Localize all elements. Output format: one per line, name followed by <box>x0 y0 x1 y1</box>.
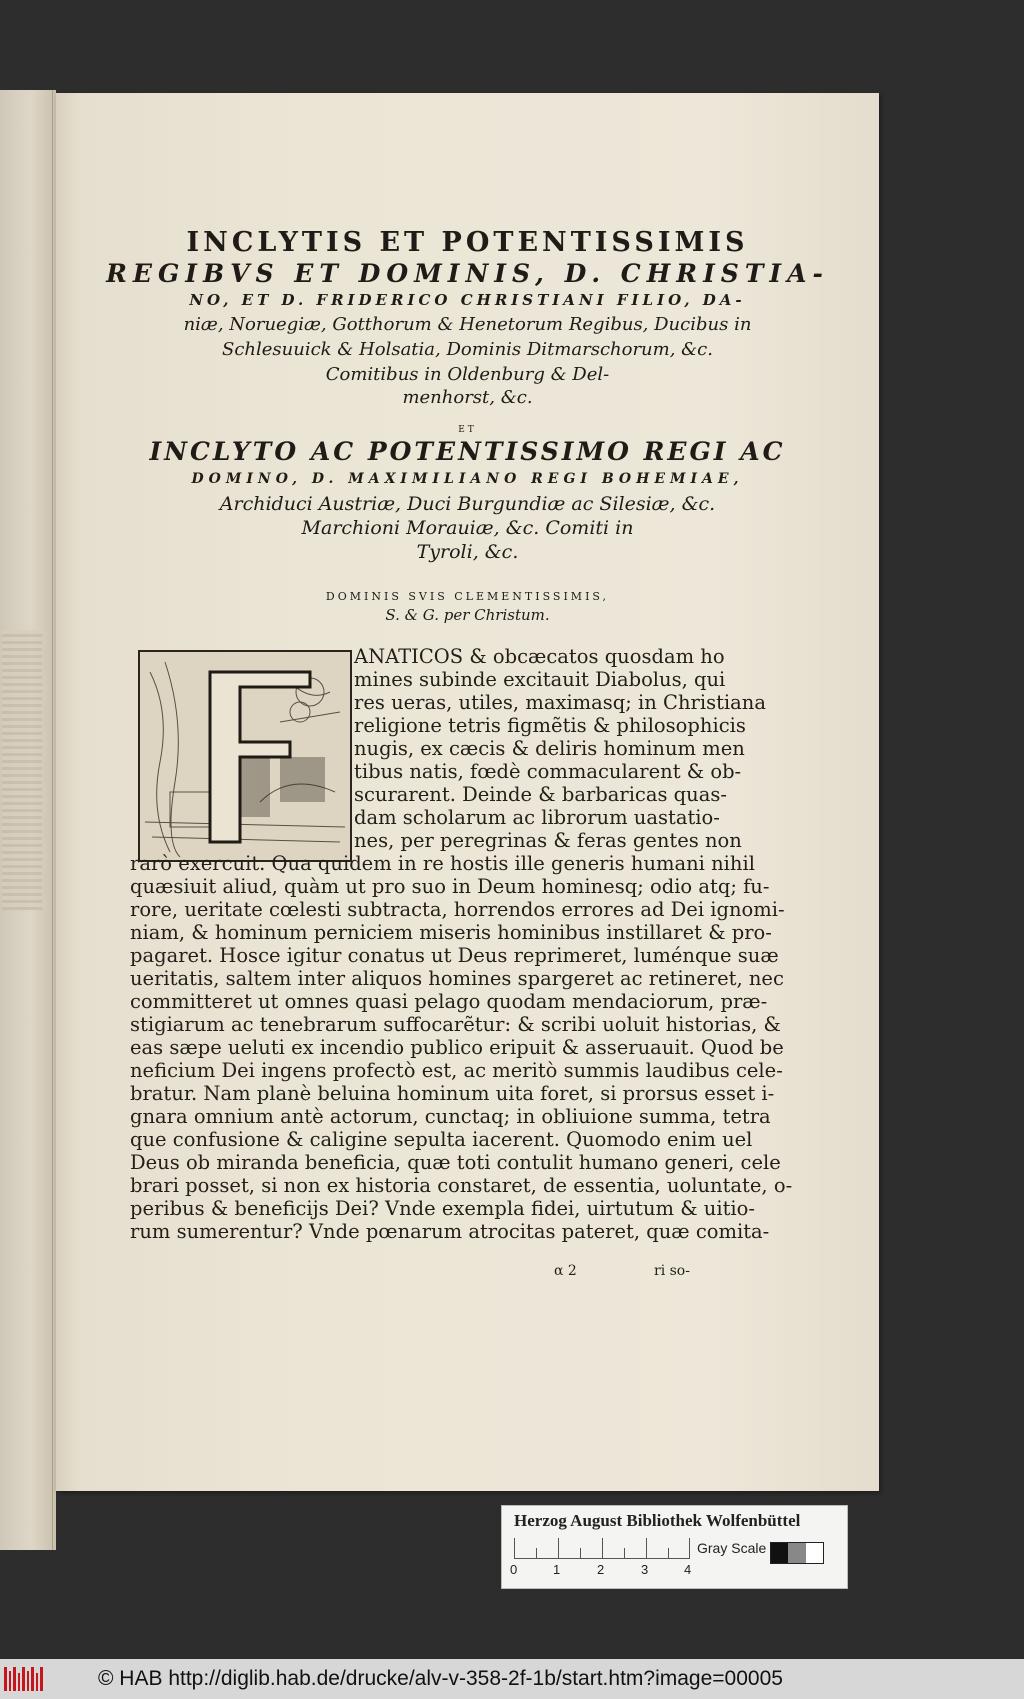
title-line-6: Comitibus in Oldenburg & Del- <box>325 364 610 385</box>
body-line: rum sumerentur? Vnde pœnarum atrocitas pateret, quæ comita- <box>130 1220 770 1243</box>
dedication-line-2: S. & G. per Christum. <box>385 606 550 624</box>
signature-mark: α 2 <box>554 1263 577 1279</box>
second-title-line-3: Archiduci Austriæ, Duci Burgundiæ ac Silesiæ, &c. <box>219 493 716 515</box>
body-line: committeret ut omnes quasi pelago quodam mendaciorum, præ- <box>130 990 768 1013</box>
title-line-4: niæ, Noruegiæ, Gotthorum & Henetorum Regibus, Ducibus in <box>183 314 752 335</box>
body-line: ANATICOS & obcæcatos quosdam ho <box>354 645 725 668</box>
ruler-number: 3 <box>641 1562 649 1577</box>
hab-logo-icon <box>4 1665 46 1693</box>
gray-scale-swatch <box>770 1542 824 1564</box>
facing-page-edge <box>0 90 56 1550</box>
ruler-number: 4 <box>684 1562 692 1577</box>
title-line-5: Schlesuuick & Holsatia, Dominis Ditmarschorum, &c. <box>222 339 713 360</box>
copyright-url[interactable]: © HAB http://diglib.hab.de/drucke/alv-v-358-2f-1b/start.htm?image=00005 <box>98 1667 783 1690</box>
body-line: gnara omnium antè actorum, cunctaq; in obliuione summa, tetra <box>130 1105 771 1128</box>
second-title-line-4: Marchioni Morauiæ, &c. Comiti in <box>301 517 634 539</box>
body-line: stigiarum ac tenebrarum suffocarẽtur: & scribi uoluit historias, & <box>130 1013 781 1036</box>
dedication-line-1: DOMINIS SVIS CLEMENTISSIMIS, <box>325 590 610 603</box>
title-line-7: menhorst, &c. <box>402 387 533 408</box>
body-line: bratur. Nam planè beluina hominum uita foret, si prorsus esset i- <box>130 1082 775 1105</box>
second-title-line-5: Tyroli, &c. <box>416 541 519 563</box>
catchword: ri so- <box>654 1263 690 1279</box>
ruler-number: 1 <box>553 1562 561 1577</box>
body-line: pagaret. Hosce igitur conatus ut Deus reprimeret, luménque suæ <box>130 944 779 967</box>
body-line: tibus natis, fœdè commacularent & ob- <box>354 760 742 783</box>
body-line: brari posset, si non ex historia constaret, de essentia, uoluntate, o- <box>130 1174 793 1197</box>
title-heading: INCLYTIS ET POTENTISSIMIS <box>186 227 749 258</box>
title-line-2: REGIBVS ET DOMINIS, D. CHRISTIA- <box>106 259 829 288</box>
body-line: Deus ob miranda beneficia, quæ toti contulit humano generi, cele <box>130 1151 781 1174</box>
body-line: quæsiuit aliud, quàm ut pro suo in Deum hominesq; odio atq; fu- <box>130 875 770 898</box>
body-line: dam scholarum ac librorum uastatio- <box>354 806 720 829</box>
footer-bar <box>0 1659 1024 1699</box>
book-page <box>56 93 879 1491</box>
woodcut-initial-f <box>138 650 352 862</box>
body-line: eas sæpe ueluti ex incendio publico eripuit & asseruauit. Quod be <box>130 1036 784 1059</box>
ruler-scale <box>514 1538 690 1559</box>
ruler-number: 0 <box>510 1562 518 1577</box>
body-line: nugis, ex cæcis & deliris hominum men <box>354 737 745 760</box>
title-line-3: NO, ET D. FRIDERICO CHRISTIANI FILIO, DA- <box>189 291 746 309</box>
body-line: neficium Dei ingens profectò est, ac meritò summis laudibus cele- <box>130 1059 783 1082</box>
body-line: res ueras, utiles, maximasq; in Christiana <box>354 691 766 714</box>
body-line: peribus & beneficijs Dei? Vnde exempla fidei, uirtutum & uitio- <box>130 1197 755 1220</box>
body-line: nes, per peregrinas & feras gentes non <box>354 829 742 852</box>
facing-page-illustration <box>2 630 42 910</box>
body-line: ueritatis, saltem inter aliquos homines spargeret ac retineret, nec <box>130 967 784 990</box>
body-line: niam, & hominum perniciem miseris hominibus instillaret & pro- <box>130 921 772 944</box>
body-line: rore, ueritate cœlesti subtracta, horrendos errores ad Dei ignomi- <box>130 898 785 921</box>
body-line: rarò exercuit. Qua quidem in re hostis ille generis humani nihil <box>130 852 755 875</box>
et-separator: ET <box>458 425 477 435</box>
second-title-line-2: DOMINO, D. MAXIMILIANO REGI BOHEMIAE, <box>191 471 744 487</box>
body-line: scurarent. Deinde & barbaricas quas- <box>354 783 727 806</box>
library-name: Herzog August Bibliothek Wolfenbüttel <box>514 1511 801 1530</box>
color-calibration-chart <box>501 1505 848 1589</box>
body-line: religione tetris figmẽtis & philosophicis <box>354 714 746 737</box>
body-line: que confusione & caligine sepulta iacerent. Quomodo enim uel <box>130 1128 753 1151</box>
second-title-line-1: INCLYTO AC POTENTISSIMO REGI AC <box>149 437 786 466</box>
body-line: mines subinde excitauit Diabolus, qui <box>354 668 726 691</box>
gray-scale-label: Gray Scale <box>697 1540 767 1556</box>
ruler-number: 2 <box>597 1562 605 1577</box>
woodcut-illustration <box>140 652 350 860</box>
